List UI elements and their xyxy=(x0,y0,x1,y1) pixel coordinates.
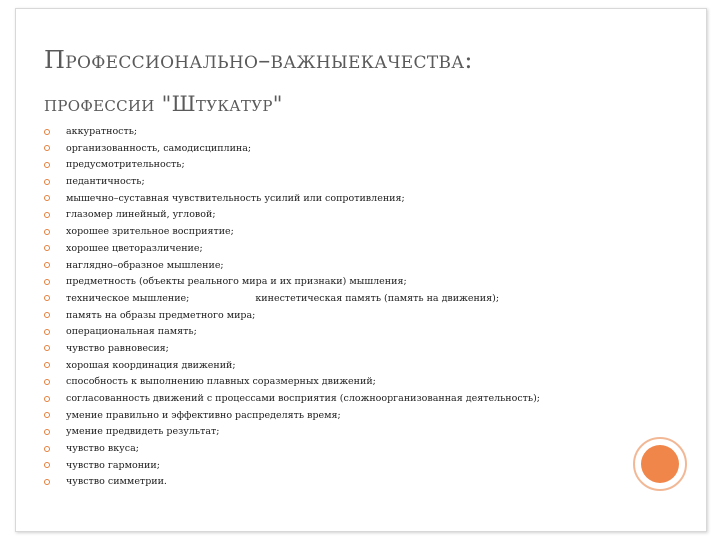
bullet-icon xyxy=(44,479,50,485)
bullet-icon xyxy=(44,412,50,418)
bullet-icon xyxy=(44,195,50,201)
list-item: предусмотрительность; xyxy=(44,157,604,174)
title-line-1: Профессионально–важныекачества: xyxy=(44,46,473,74)
bullet-icon xyxy=(44,212,50,218)
bullet-icon xyxy=(44,295,50,301)
list-item: хорошая координация движений; xyxy=(44,358,604,375)
bullet-icon xyxy=(44,179,50,185)
list-item: предметность (объекты реального мира и их признаки) мышления; xyxy=(44,274,604,291)
list-item: чувство симметрии. xyxy=(44,474,604,491)
list-item: чувство гармонии; xyxy=(44,458,604,475)
bullet-icon xyxy=(44,362,50,368)
bullet-icon xyxy=(44,329,50,335)
bullet-icon xyxy=(44,162,50,168)
list-item: память на образы предметного мира; xyxy=(44,308,604,325)
bullet-icon xyxy=(44,446,50,452)
bullet-icon xyxy=(44,462,50,468)
bullet-icon xyxy=(44,262,50,268)
list-item: мышечно–суставная чувствительность усилий или сопротивления; xyxy=(44,191,604,208)
list-item: хорошее цветоразличение; xyxy=(44,241,604,258)
list-item: хорошее зрительное восприятие; xyxy=(44,224,604,241)
list-item: чувство вкуса; xyxy=(44,441,604,458)
bullet-icon xyxy=(44,129,50,135)
slide-title xyxy=(44,38,604,126)
bullet-icon xyxy=(44,312,50,318)
list-item: педантичность; xyxy=(44,174,604,191)
list-item-extra: кинестетическая память (память на движения); xyxy=(255,292,500,304)
list-item: способность к выполнению плавных соразмерных движений; xyxy=(44,374,604,391)
bullet-icon xyxy=(44,229,50,235)
list-item: операциональная память; xyxy=(44,324,604,341)
list-item: организованность, самодисциплина; xyxy=(44,141,604,158)
list-item: умение правильно и эффективно распределять время; xyxy=(44,408,604,425)
list-item: наглядно–образное мышление; xyxy=(44,258,604,275)
list-item: чувство равновесия; xyxy=(44,341,604,358)
list-item: аккуратность; xyxy=(44,124,604,141)
bullet-icon xyxy=(44,145,50,151)
qualities-list xyxy=(44,124,604,491)
list-item: согласованность движений с процессами восприятия (сложноорганизованная деятельность); xyxy=(44,391,604,408)
list-item: глазомер линейный, угловой; xyxy=(44,207,604,224)
bullet-icon xyxy=(44,279,50,285)
list-item: техническое мышление; кинестетическая память (память на движения); xyxy=(44,291,604,308)
decorative-circle-icon xyxy=(641,445,679,483)
bullet-icon xyxy=(44,379,50,385)
bullet-icon xyxy=(44,245,50,251)
bullet-icon xyxy=(44,396,50,402)
title-line-2: профессии "Штукатур" xyxy=(44,92,283,116)
list-item: умение предвидеть результат; xyxy=(44,424,604,441)
bullet-icon xyxy=(44,429,50,435)
bullet-icon xyxy=(44,345,50,351)
